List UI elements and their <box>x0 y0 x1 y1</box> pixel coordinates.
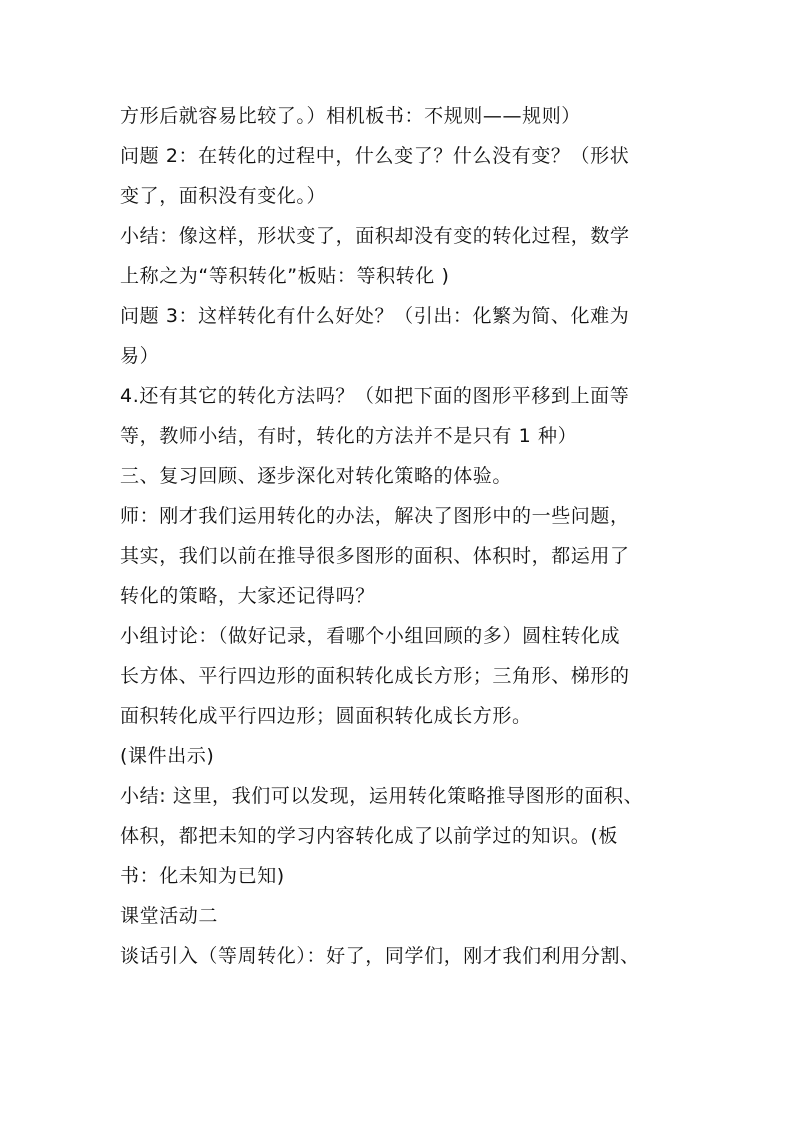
text-line: 书：化未知为已知) <box>120 865 285 887</box>
text-line: 小组讨论：（做好记录，看哪个小组回顾的多）圆柱转化成 <box>120 625 621 647</box>
text-line: (课件出示) <box>120 745 215 767</box>
text-line: 转化的策略，大家还记得吗？ <box>120 585 375 607</box>
text-line: 4.还有其它的转化方法吗？（如把下面的图形平移到上面等 <box>120 385 630 407</box>
section-heading: 课堂活动二 <box>120 905 219 927</box>
text-line: 易） <box>120 345 160 367</box>
text-line: 小结: 这里，我们可以发现，运用转化策略推导图形的面积、 <box>120 785 644 807</box>
document-body <box>120 96 690 976</box>
text-line: 谈话引入（等周转化）：好了，同学们，刚才我们利用分割、 <box>120 945 640 967</box>
text-line: 方形后就容易比较了。）相机板书：不规则——规则） <box>120 105 581 127</box>
text-line: 上称之为“等积转化”板贴：等积转化 ) <box>120 265 450 287</box>
text-line: 小结：像这样，形状变了，面积却没有变的转化过程，数学 <box>120 225 630 247</box>
text-line: 长方体、平行四边形的面积转化成长方形；三角形、梯形的 <box>120 665 630 687</box>
text-line: 问题 3：这样转化有什么好处？（引出：化繁为简、化难为 <box>120 305 630 327</box>
text-line: 问题 2：在转化的过程中，什么变了？什么没有变？（形状 <box>120 145 630 167</box>
text-line: 等，教师小结，有时，转化的方法并不是只有 1 种） <box>120 425 578 447</box>
text-line: 其实，我们以前在推导很多图形的面积、体积时，都运用了 <box>120 545 630 567</box>
section-heading: 三、复习回顾、逐步深化对转化策略的体验。 <box>120 465 513 487</box>
text-line: 体积，都把未知的学习内容转化成了以前学过的知识。(板 <box>120 825 619 847</box>
text-line: 师：刚才我们运用转化的办法，解决了图形中的一些问题， <box>120 505 630 527</box>
text-line: 面积转化成平行四边形；圆面积转化成长方形。 <box>120 705 532 727</box>
text-line: 变了，面积没有变化。） <box>120 185 327 207</box>
